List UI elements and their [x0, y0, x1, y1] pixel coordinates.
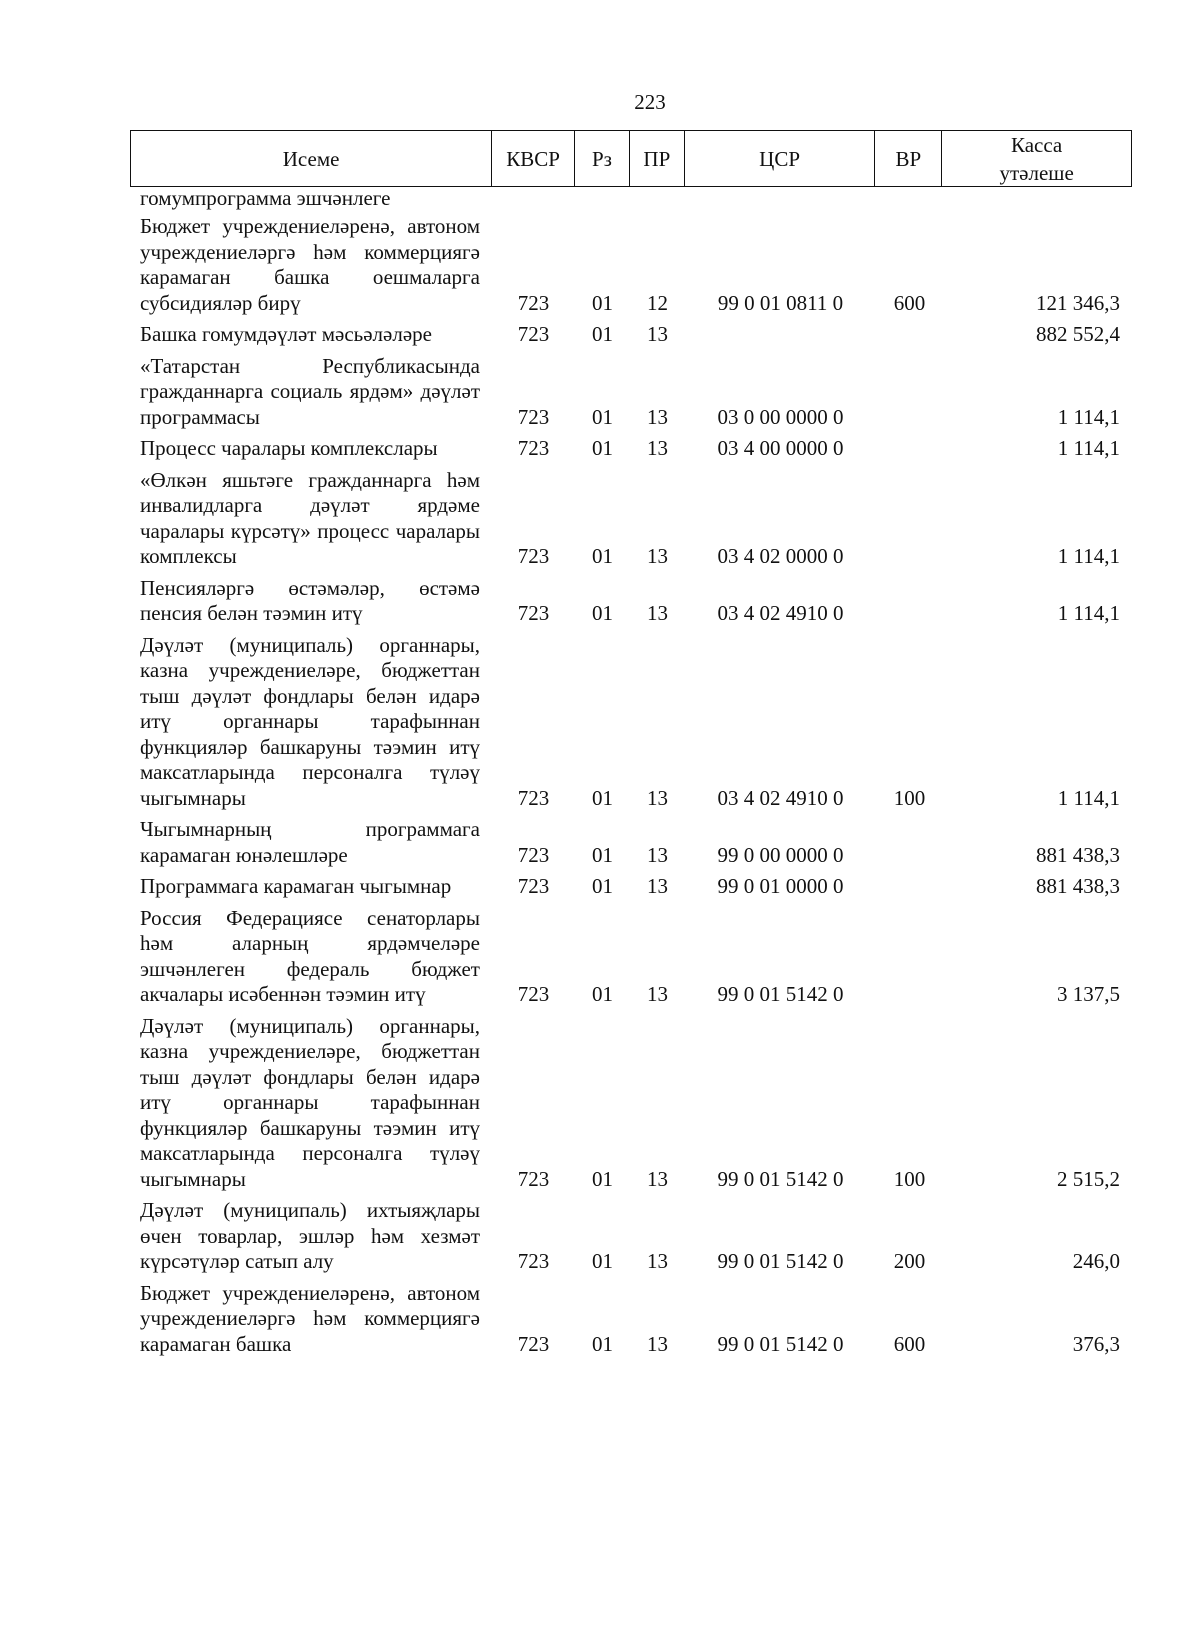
row-rz: 01: [592, 544, 613, 568]
row-csr: 03 4 02 4910 0: [717, 601, 844, 625]
table-body: [130, 188, 1132, 1363]
table-row: [130, 436, 1132, 462]
row-kvsr: 723: [517, 290, 550, 315]
row-rz: 01: [592, 1166, 613, 1191]
row-csr: 03 4 02 0000 0: [717, 544, 844, 568]
row-pr: 13: [647, 1331, 668, 1356]
header-rz: Рз: [575, 131, 630, 186]
table-row: [130, 1281, 1132, 1358]
row-pr: 13: [647, 785, 668, 810]
table-row: [130, 1014, 1132, 1193]
row-csr: 99 0 01 5142 0: [717, 1249, 844, 1273]
table-row: [130, 1198, 1132, 1275]
row-pr: 13: [647, 544, 668, 568]
row-name: Дәүләт (муниципаль) органнары, казна учреждениеләре, бюджеттан тыш дәүләт фондлары белән идарә итү органнары тарафыннан функцияләр башкаруны тәэмин итү максатларында персоналга түләү чыгымнары: [140, 1013, 480, 1191]
row-kassa: 121 346,3: [1036, 290, 1120, 315]
table-row: [130, 188, 1132, 208]
table-row: [130, 633, 1132, 812]
row-csr: 03 4 00 0000 0: [717, 436, 844, 460]
row-name: Пенсияләргә өстәмәләр, өстәмә пенсия белән тәэмин итү: [140, 575, 480, 625]
row-rz: 01: [592, 842, 613, 867]
table-row: [130, 214, 1132, 316]
row-kvsr: 723: [517, 1331, 550, 1356]
row-name: Россия Федерациясе сенаторлары һәм аларның ярдәмчеләре эшчәнлеген федераль бюджет акчалары исәбеннән тәэмин итү: [140, 905, 480, 1006]
row-name: Дәүләт (муниципаль) ихтыяҗлары өчен товарлар, эшләр һәм хезмәт күрсәтүләр сатып алу: [140, 1198, 480, 1273]
header-vr: ВР: [875, 131, 942, 186]
row-kvsr: 723: [517, 982, 550, 1006]
row-vr: 100: [893, 1166, 926, 1191]
row-kvsr: 723: [517, 322, 550, 346]
row-rz: 01: [592, 601, 613, 625]
header-kvsr: КВСР: [492, 131, 575, 186]
row-rz: 01: [592, 322, 613, 346]
row-pr: 13: [647, 842, 668, 867]
row-csr: 99 0 01 0811 0: [717, 290, 844, 315]
row-name: Программага карамаган чыгымнар: [140, 874, 452, 898]
table-row: [130, 322, 1132, 348]
row-vr: 600: [893, 290, 926, 315]
row-name: «Өлкән яшьтәге гражданнарга һәм инвалидларга дәүләт ярдәме чаралары күрсәтү» процесс чаралары комплексы: [140, 467, 480, 568]
row-vr: 200: [893, 1249, 926, 1273]
table-row: [130, 354, 1132, 431]
row-csr: 99 0 01 5142 0: [717, 982, 844, 1006]
row-kassa: 1 114,1: [1057, 404, 1120, 429]
row-pr: 13: [647, 1249, 668, 1273]
row-kvsr: 723: [517, 436, 550, 460]
row-kassa: 882 552,4: [1036, 322, 1120, 346]
row-rz: 01: [592, 1249, 613, 1273]
row-kvsr: 723: [517, 874, 550, 898]
row-kassa: 1 114,1: [1057, 544, 1120, 568]
row-kvsr: 723: [517, 601, 550, 625]
header-csr: ЦСР: [685, 131, 876, 186]
row-csr: 03 0 00 0000 0: [717, 404, 844, 429]
row-kvsr: 723: [517, 544, 550, 568]
row-rz: 01: [592, 404, 613, 429]
row-name: Бюджет учреждениеләренә, автоном учреждениеләргә һәм коммерциягә карамаган башка оешмаларга субсидияләр бирү: [140, 214, 480, 315]
row-pr: 13: [647, 1166, 668, 1191]
row-kvsr: 723: [517, 842, 550, 867]
row-pr: 13: [647, 982, 668, 1006]
table-row: [130, 468, 1132, 570]
row-kassa: 881 438,3: [1036, 842, 1120, 867]
row-rz: 01: [592, 785, 613, 810]
row-rz: 01: [592, 290, 613, 315]
row-kassa: 1 114,1: [1057, 601, 1120, 625]
row-kvsr: 723: [517, 785, 550, 810]
row-rz: 01: [592, 982, 613, 1006]
row-rz: 01: [592, 874, 613, 898]
row-vr: 100: [893, 785, 926, 810]
row-kvsr: 723: [517, 404, 550, 429]
page-number: 223: [634, 90, 666, 114]
row-name: Процесс чаралары комплекслары: [140, 436, 438, 460]
table-row: [130, 906, 1132, 1008]
row-csr: 99 0 01 0000 0: [717, 874, 844, 898]
row-pr: 13: [647, 874, 668, 898]
row-kassa: 2 515,2: [1057, 1166, 1120, 1191]
row-pr: 13: [647, 601, 668, 625]
row-pr: 13: [647, 436, 668, 460]
header-name: Исеме: [131, 131, 492, 186]
row-csr: 99 0 01 5142 0: [717, 1331, 844, 1356]
table-row: [130, 874, 1132, 900]
table-header: [130, 130, 1132, 187]
row-name: гомумпрограмма эшчәнлеге: [140, 186, 391, 210]
row-name: Бюджет учреждениеләренә, автоном учреждениеләргә һәм коммерциягә карамаган башка: [140, 1280, 480, 1356]
row-kassa: 1 114,1: [1057, 785, 1120, 810]
row-rz: 01: [592, 1331, 613, 1356]
row-vr: 600: [893, 1331, 926, 1356]
row-pr: 12: [647, 290, 668, 315]
table-row: [130, 817, 1132, 868]
row-kassa: 3 137,5: [1057, 982, 1120, 1006]
header-pr: ПР: [630, 131, 685, 186]
row-kvsr: 723: [517, 1249, 550, 1273]
header-kassa: Касса утәлеше: [999, 132, 1074, 185]
table-row: [130, 576, 1132, 627]
row-pr: 13: [647, 404, 668, 429]
row-csr: 99 0 00 0000 0: [717, 842, 844, 867]
row-csr: 03 4 02 4910 0: [717, 785, 844, 810]
row-kassa: 246,0: [1072, 1249, 1120, 1273]
row-kassa: 881 438,3: [1036, 874, 1120, 898]
row-rz: 01: [592, 436, 613, 460]
row-kassa: 1 114,1: [1057, 436, 1120, 460]
row-name: Башка гомумдәүләт мәсьәләләре: [140, 322, 432, 346]
row-kvsr: 723: [517, 1166, 550, 1191]
row-pr: 13: [647, 322, 668, 346]
row-name: «Татарстан Республикасында гражданнарга социаль ярдәм» дәүләт программасы: [140, 353, 480, 429]
row-kassa: 376,3: [1072, 1331, 1120, 1356]
row-csr: 99 0 01 5142 0: [717, 1166, 844, 1191]
row-name: Дәүләт (муниципаль) органнары, казна учреждениеләре, бюджеттан тыш дәүләт фондлары белән идарә итү органнары тарафыннан функцияләр башкаруны тәэмин итү максатларында персоналга түләү чыгымнары: [140, 632, 480, 810]
row-name: Чыгымнарның программага карамаган юнәлешләре: [140, 817, 480, 867]
